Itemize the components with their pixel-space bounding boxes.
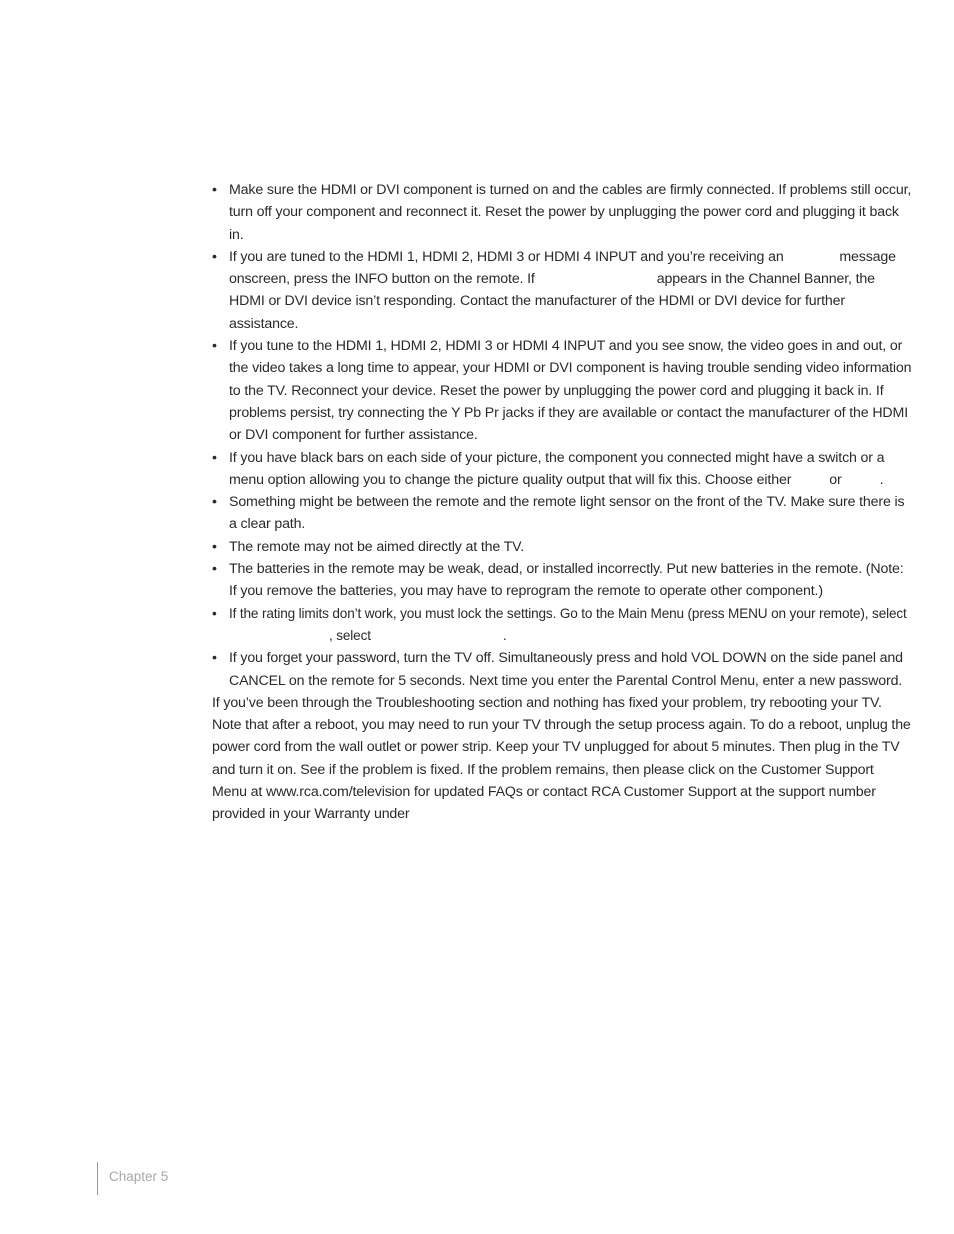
list-item-text: The batteries in the remote may be weak, dead, or installed incorrectly. Put new batteries in the remote. (Note: If you remove the batteries, you may have to reprogram the remote to operate other component.) [229, 561, 904, 600]
list-item-text: Make sure the HDMI or DVI component is turned on and the cables are firmly connected. If problems still occur, turn off your component and reconnect it. Reset the power by unplugging the power cord and plugging it back in. [229, 182, 912, 243]
list-item-text: Something might be between the remote and the remote light sensor on the front of the TV. Make sure there is a clear path. [229, 494, 905, 533]
list-item-text: message onscreen, press the INFO button on the remote. If [229, 248, 896, 288]
list-item-text: If you have black bars on each side of your picture, the component you connected might have a switch or a menu option allowing you to change the picture quality output that will fix this. Choose either [229, 449, 885, 488]
list-item [212, 246, 912, 335]
list-item-text: If you tune to the HDMI 1, HDMI 2, HDMI 3 or HDMI 4 INPUT and you see snow, the video goes in and out, or the video takes a long time to appear, your HDMI or DVI component is having trouble sending video information to the TV. Reconnect your device. Reset the power by unplugging the power cord and plugging it back in. If problems persist, try connecting the Y Pb Pr jacks if they are available or contact the manufacturer of the HDMI or DVI component for further assistance. [229, 338, 912, 444]
chapter-label: Chapter 5 [109, 1169, 169, 1184]
list-item-text: or [829, 471, 842, 488]
list-item [212, 491, 912, 536]
hdmi-troubleshooting-list [212, 179, 912, 491]
list-item-text: appears in the Channel Banner, the HDMI or DVI device isn’t responding. Contact the manufacturer of the HDMI or DVI device for further assistance. [229, 271, 875, 332]
list-item-text: . [879, 471, 884, 488]
list-item [212, 335, 912, 446]
list-item-text: The remote may not be aimed directly at the TV. [229, 538, 524, 555]
list-item [212, 558, 912, 603]
list-item [212, 536, 912, 558]
list-item-text: If you forget your password, turn the TV off. Simultaneously press and hold VOL DOWN on the side panel and CANCEL on the remote for 5 seconds. Next time you enter the Parental Control Menu, enter a new password. [229, 650, 903, 689]
list-item [212, 179, 912, 246]
list-item-text: , select [329, 627, 371, 643]
remote-troubleshooting-list [212, 491, 912, 602]
footer-divider [97, 1162, 98, 1195]
password-list [212, 647, 912, 692]
list-item [212, 647, 912, 692]
list-item [212, 603, 912, 648]
list-item-text: If you are tuned to the HDMI 1, HDMI 2, HDMI 3 or HDMI 4 INPUT and you’re receiving an [229, 248, 784, 265]
rating-limits-list [212, 603, 912, 648]
list-item-text: If the rating limits don’t work, you must lock the settings. Go to the Main Menu (press MENU on your remote), select [229, 605, 907, 621]
reboot-paragraph: If you’ve been through the Troubleshooting section and nothing has fixed your problem, try rebooting your TV. Note that after a reboot, you may need to run your TV through the setup process again. To do a reboot, unplug the power cord from the wall outlet or power strip. Keep your TV unplugged for about 5 minutes. Then plug in the TV and turn it on. See if the problem is fixed. If the problem remains, then please click on the Customer Support Menu at www.rca.com/television for updated FAQs or contact RCA Customer Support at the support number provided in your Warranty under [212, 694, 911, 823]
list-item [212, 447, 912, 492]
main-content [212, 179, 912, 826]
list-item-text: . [502, 627, 507, 643]
